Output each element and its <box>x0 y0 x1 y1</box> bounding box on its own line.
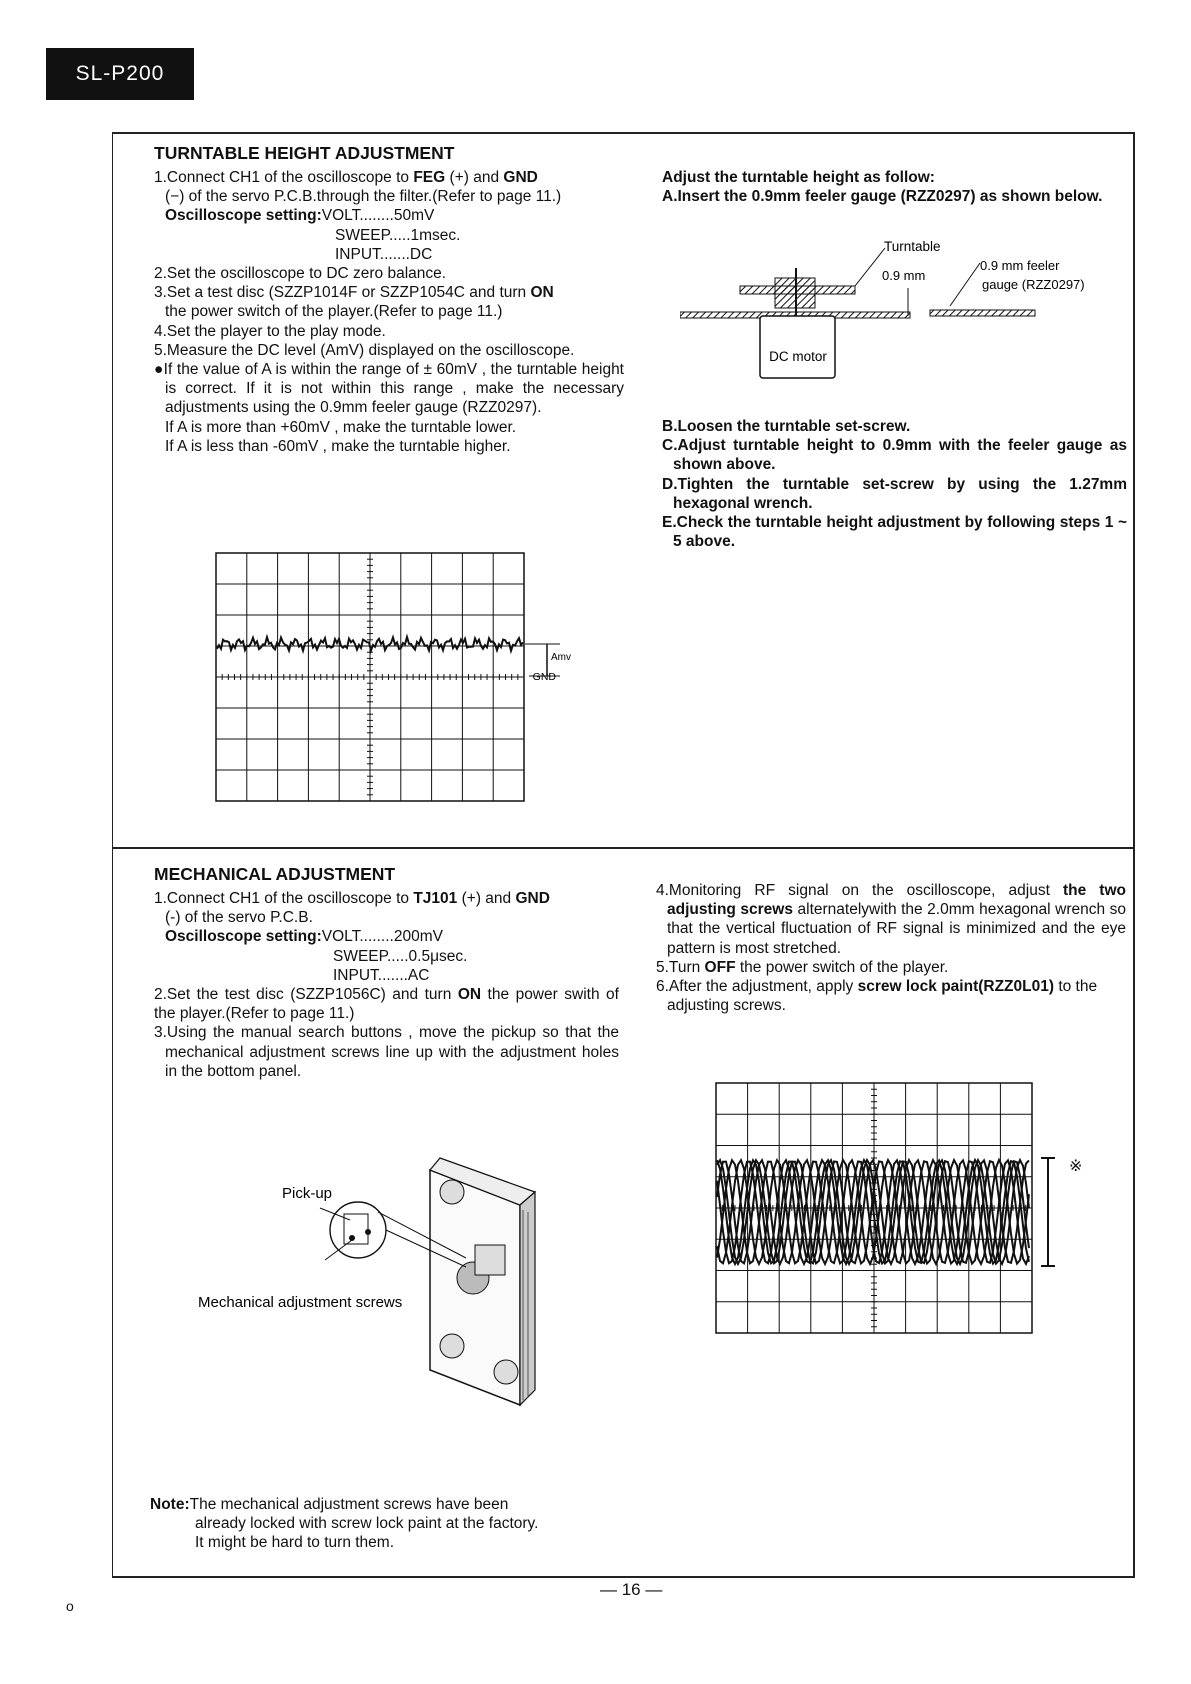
mechanical-osc-volt <box>154 927 619 946</box>
text: (-) of the servo P.C.B. <box>165 909 313 927</box>
note <box>150 1495 538 1552</box>
text: alternatelywith the 2.0mm hexagonal wrench so that the vertical fluctuation of RF signal is minimized and the eye pattern is most stretched. <box>667 901 1126 957</box>
osc-setting-label: Oscilloscope setting: <box>165 207 322 225</box>
turntable-section-title: TURNTABLE HEIGHT ADJUSTMENT <box>154 143 455 163</box>
turntable-step5: 5.Measure the DC level (AmV) displayed on the oscilloscope. <box>154 341 575 359</box>
turntable-bullet: ●If the value of A is within the range of ± 60mV , the turntable height is correct. If it is not within this range , make the necessary adjustments using the 0.9mm feeler gauge (RZZ0297). <box>154 361 624 417</box>
text: (+) and <box>461 890 512 907</box>
turntable-step-a: A.Insert the 0.9mm feeler gauge (RZZ0297) as shown below. <box>662 188 1103 206</box>
text: 5.Turn <box>656 958 701 976</box>
gauge-label-2: gauge (RZZ0297) <box>982 277 1085 292</box>
turntable-left-text <box>154 168 624 456</box>
mechanical-step1 <box>154 889 619 927</box>
adjusting-screws-label: the two adjusting screws <box>667 882 1126 919</box>
text: 3.Set a test disc (SZZP1014F or SZZP1054C and turn <box>154 284 527 302</box>
feg-label: FEG <box>413 169 446 186</box>
adjustment-screw <box>365 1229 371 1235</box>
pickup-block <box>475 1245 505 1275</box>
foot <box>440 1180 464 1204</box>
turntable-diagram <box>680 238 1110 398</box>
text: 2.Set the test disc (SZZP1056C) and turn <box>154 986 452 1004</box>
screw-lock-paint-label: screw lock paint(RZZ0L01) <box>857 978 1055 996</box>
turntable-right-steps <box>662 417 1127 551</box>
off-label: OFF <box>704 958 736 976</box>
mechanical-step4 <box>656 881 1126 958</box>
scope-grid <box>216 553 524 801</box>
note-line: already locked with screw lock paint at the factory. <box>195 1515 539 1532</box>
text: 1.Connect CH1 of the oscilloscope to <box>154 169 410 186</box>
gauge-label-1: 0.9 mm feeler <box>980 258 1060 273</box>
dc-motor <box>760 316 835 378</box>
mechanical-step6 <box>656 977 1126 1015</box>
turntable-step-d: D.Tighten the turntable set-screw by using the 1.27mm hexagonal wrench. <box>662 475 1127 512</box>
osc-setting-label: Oscilloscope setting: <box>165 928 322 946</box>
turntable-more: If A is more than +60mV , make the turntable lower. <box>165 418 517 436</box>
mechanical-step3: 3.Using the manual search buttons , move the pickup so that the mechanical adjustment screws line up with the adjustment holes in the bottom panel. <box>154 1024 619 1080</box>
foot <box>440 1334 464 1358</box>
gnd-label: GND <box>515 890 550 907</box>
model-label: SL-P200 <box>46 48 194 100</box>
turntable-less: If A is less than -60mV , make the turntable higher. <box>165 437 511 455</box>
mechanical-osc-input: INPUT.......AC <box>333 966 430 984</box>
text: 4.Monitoring RF signal on the oscilloscope, adjust <box>656 882 1050 899</box>
turntable-step-b: B.Loosen the turntable set-screw. <box>662 418 911 435</box>
turntable-step-e: E.Check the turntable height adjustment by following steps 1 ~ 5 above. <box>662 514 1127 551</box>
turntable-osc-volt <box>154 206 624 225</box>
tj101-label: TJ101 <box>413 890 458 907</box>
foot <box>494 1360 518 1384</box>
mechanical-step2 <box>154 985 619 1023</box>
turntable-osc-input: INPUT.......DC <box>335 245 433 263</box>
osc-volt: VOLT........50mV <box>321 207 435 225</box>
feeler-gauge <box>930 310 1035 316</box>
gnd-label: GND <box>503 169 538 186</box>
text: the power swith of the player.(Refer to page 11.) <box>154 986 619 1023</box>
leader-line <box>950 263 980 306</box>
turntable-label: Turntable <box>884 239 941 254</box>
turntable-step4: 4.Set the player to the play mode. <box>154 322 386 340</box>
mechanical-osc-sweep: SWEEP.....0.5μsec. <box>333 947 468 965</box>
mechanical-left-text <box>154 889 619 1081</box>
gap-label: 0.9 mm <box>882 268 926 283</box>
note-line: It might be hard to turn them. <box>195 1534 395 1551</box>
screws-label: Mechanical adjustment screws <box>198 1294 403 1311</box>
turntable-osc-sweep: SWEEP.....1msec. <box>335 226 461 244</box>
mechanical-step5 <box>656 958 1126 977</box>
dc-scope-display <box>215 552 595 804</box>
section-divider <box>112 847 1134 849</box>
pickup-illustration <box>190 1150 590 1410</box>
text: 1.Connect CH1 of the oscilloscope to <box>154 890 410 907</box>
on-label: ON <box>457 986 482 1004</box>
margin-mark: o <box>66 1598 74 1614</box>
page-number: — 16 — <box>600 1580 663 1599</box>
motor-label: DC motor <box>769 349 827 364</box>
text: (+) and <box>449 169 500 186</box>
text: the power switch of the player.(Refer to page 11.) <box>165 303 503 321</box>
turntable-step1 <box>154 168 624 206</box>
pickup-label: Pick-up <box>282 1185 333 1202</box>
fluctuation-mark: ※ <box>1069 1158 1083 1175</box>
rf-scope-display <box>715 1082 1055 1342</box>
turntable-intro: Adjust the turntable height as follow: <box>662 169 935 186</box>
amv-label: Amv <box>551 652 571 663</box>
gnd-label: GND <box>532 671 556 683</box>
text: to the adjusting screws. <box>667 978 1098 1015</box>
note-line: The mechanical adjustment screws have been <box>189 1496 509 1513</box>
leader-line <box>855 248 885 286</box>
mechanical-section-title: MECHANICAL ADJUSTMENT <box>154 864 396 884</box>
text: 6.After the adjustment, apply <box>656 978 854 996</box>
turntable-step-c: C.Adjust turntable height to 0.9mm with the feeler gauge as shown above. <box>662 437 1127 474</box>
turntable-step3 <box>154 283 624 321</box>
turntable-step2: 2.Set the oscilloscope to DC zero balance. <box>154 265 447 283</box>
turntable-right-text <box>662 168 1127 206</box>
on-label: ON <box>530 284 554 302</box>
osc-volt: VOLT........200mV <box>321 928 443 946</box>
mechanical-right-text <box>656 881 1126 1015</box>
text: (−) of the servo P.C.B.through the filter.(Refer to page 11.) <box>165 188 562 206</box>
note-label: Note: <box>150 1496 190 1513</box>
text: the power switch of the player. <box>739 958 949 976</box>
